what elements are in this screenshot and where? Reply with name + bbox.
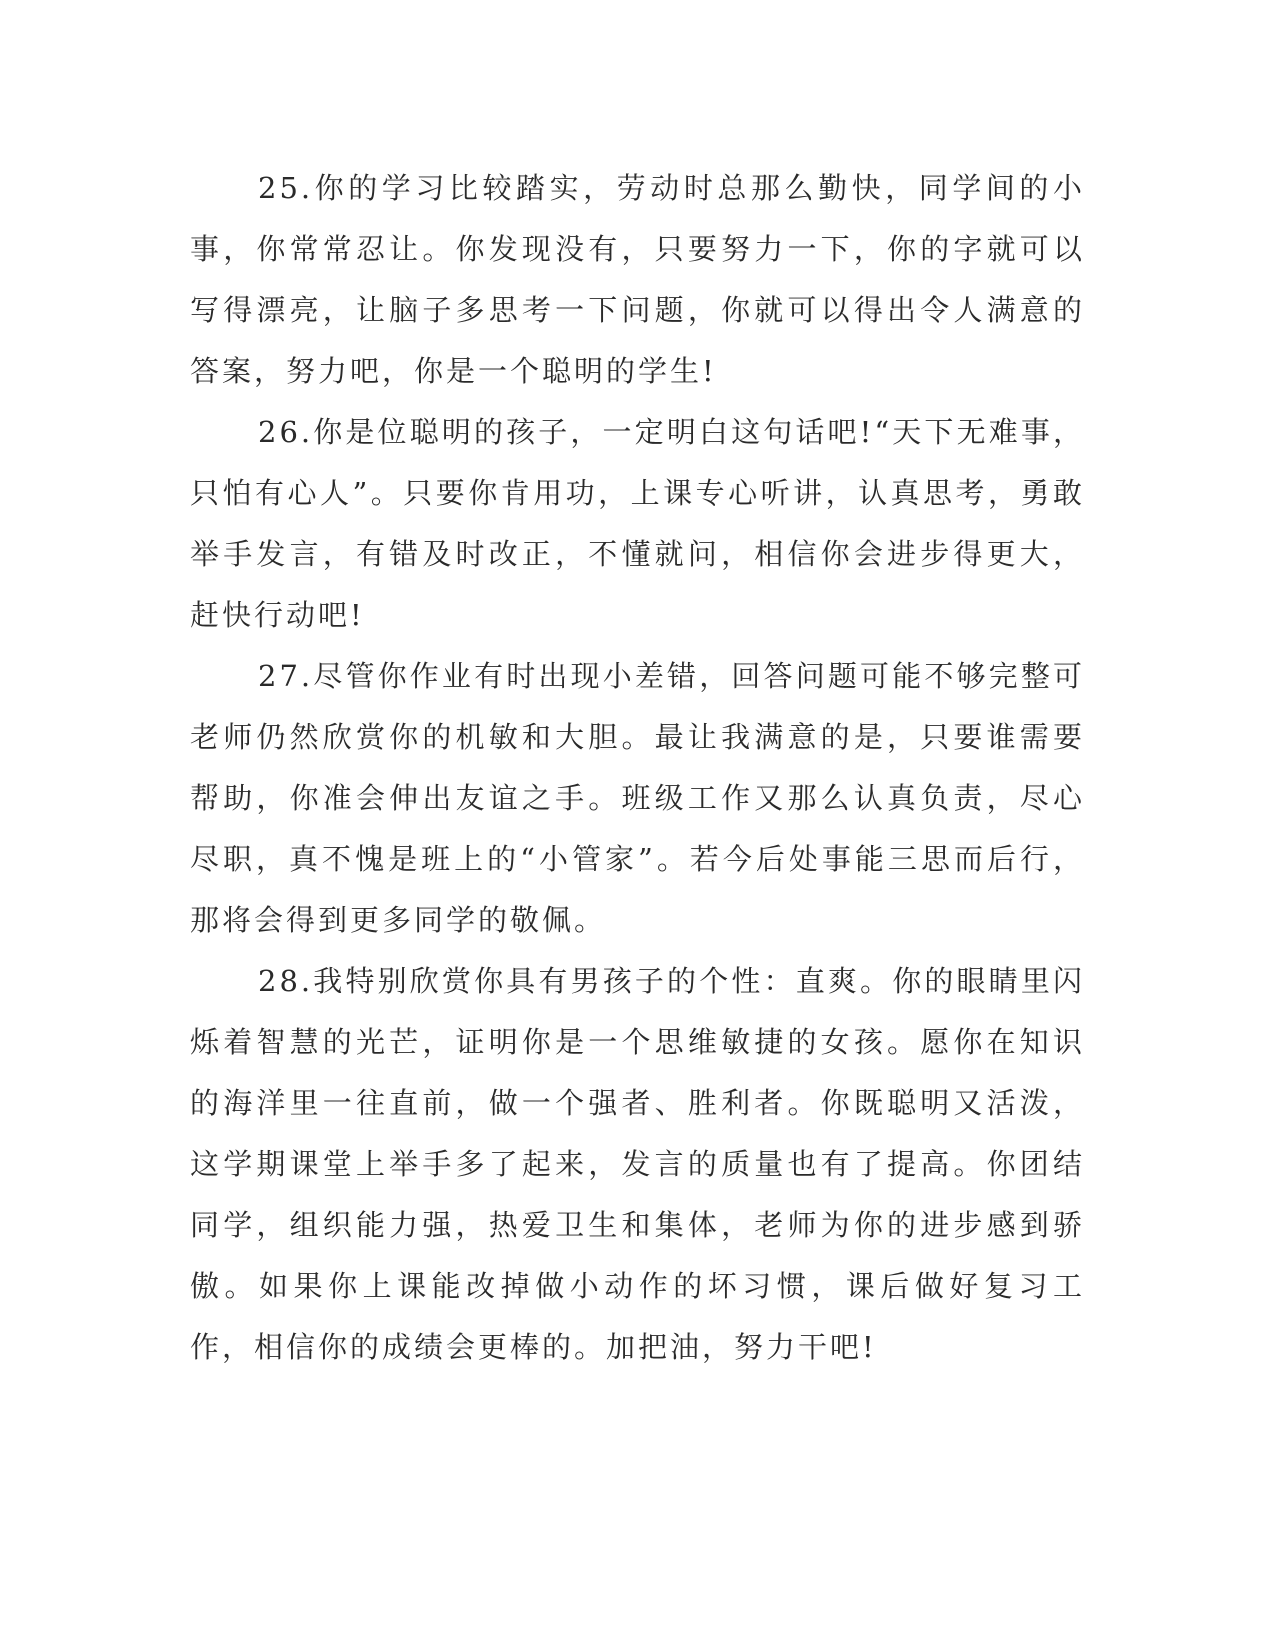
comment-paragraph-25: 25.你的学习比较踏实，劳动时总那么勤快，同学间的小事，你常常忍让。你发现没有，只要努力一下，你的字就可以写得漂亮，让脑子多思考一下问题，你就可以得出令人满意的答案，努力吧，你是一个聪明的学生! <box>190 171 1085 388</box>
document-body <box>190 158 1085 1378</box>
comment-paragraph-26: 26.你是位聪明的孩子，一定明白这句话吧!“天下无难事，只怕有心人”。只要你肯用功，上课专心听讲，认真思考，勇敢举手发言，有错及时改正，不懂就问，相信你会进步得更大，赶快行动吧! <box>190 415 1085 632</box>
comment-paragraph-28: 28.我特别欣赏你具有男孩子的个性：直爽。你的眼睛里闪烁着智慧的光芒，证明你是一个思维敏捷的女孩。愿你在知识的海洋里一往直前，做一个强者、胜利者。你既聪明又活泼，这学期课堂上举手多了起来，发言的质量也有了提高。你团结同学，组织能力强，热爱卫生和集体，老师为你的进步感到骄傲。如果你上课能改掉做小动作的坏习惯，课后做好复习工作，相信你的成绩会更棒的。加把油，努力干吧! <box>190 964 1085 1364</box>
comment-paragraph-27: 27.尽管你作业有时出现小差错，回答问题可能不够完整可老师仍然欣赏你的机敏和大胆。最让我满意的是，只要谁需要帮助，你准会伸出友谊之手。班级工作又那么认真负责，尽心尽职，真不愧是班上的“小管家”。若今后处事能三思而后行，那将会得到更多同学的敬佩。 <box>190 659 1085 937</box>
